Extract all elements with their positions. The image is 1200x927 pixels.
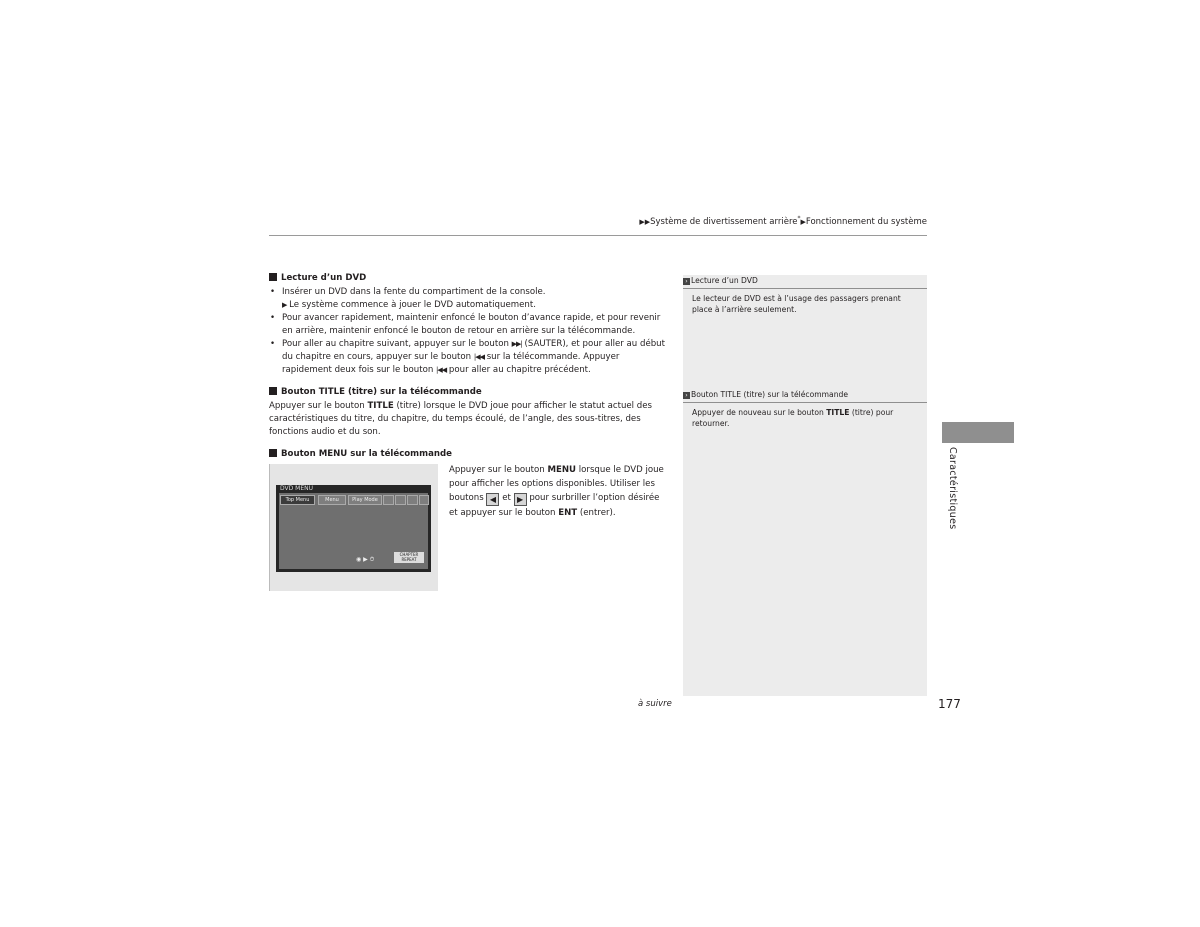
list-item: • Pour aller au chapitre suivant, appuyer sur le bouton ▶▶| (SAUTER), et pour aller au début du chapitre en cours, appuyer sur le bouton |◀◀ sur la télécommande. Appuyer rapidement deux fois sur le bouton |◀◀ pour aller au chapitre précédent. xyxy=(270,339,665,375)
list-item: • Pour avancer rapidement, maintenir enfoncé le bouton d’avance rapide, et pour revenir en arrière, maintenir enfoncé le bouton de retour en arrière sur la télécommande. xyxy=(270,313,661,336)
chapter-tab-label: Caractéristiques xyxy=(947,447,958,530)
main-column xyxy=(269,272,669,462)
continued-note: à suivre xyxy=(638,699,672,709)
list-subitem: ▶ Le système commence à jouer le DVD automatiquement. xyxy=(282,300,536,310)
section-title: Lecture d’un DVD xyxy=(269,272,669,285)
tab-menu: Menu xyxy=(318,495,346,505)
dvd-menu-screenshot xyxy=(269,464,438,591)
control-icon xyxy=(419,495,429,505)
left-arrow-icon: ◀ xyxy=(486,493,499,506)
right-arrow-icon: ▶ xyxy=(514,493,527,506)
note: › Lecture d’un DVD Le lecteur de DVD est à l’usage des passagers prenant place à l’arrière seulement. xyxy=(683,275,927,315)
skip-back-icon: |◀◀ xyxy=(473,353,484,361)
page-number: 177 xyxy=(938,697,961,711)
skip-forward-icon: ▶▶| xyxy=(511,340,522,348)
section-title: Bouton MENU sur la télécommande xyxy=(269,448,669,461)
control-icon xyxy=(395,495,406,505)
tab-play-mode: Play Mode xyxy=(348,495,382,505)
sidebar-notes xyxy=(683,275,927,696)
tab-top-menu: Top Menu xyxy=(280,495,315,505)
screen-title: DVD MENU xyxy=(280,485,313,492)
note-icon: › xyxy=(683,392,690,399)
note: › Bouton TITLE (titre) sur la télécommande Appuyer de nouveau sur le bouton TITLE (titre) pour retourner. xyxy=(683,389,927,429)
paragraph: Appuyer sur le bouton TITLE (titre) lorsque le DVD joue pour afficher le statut actuel des caractéristiques du titre, du chapitre, du temps écoulé, de l’angle, des sous-titres, des fonctions audio et du son. xyxy=(269,401,653,437)
control-icon xyxy=(407,495,418,505)
list-item: • Insérer un DVD dans la fente du compartiment de la console. xyxy=(270,287,546,297)
arrow-icon: ▶ xyxy=(800,217,806,226)
menu-paragraph: Appuyer sur le bouton MENU lorsque le DVD joue pour afficher les options disponibles. Utiliser les boutons ◀ et ▶ pour surbriller l’option désirée et appuyer sur le bouton ENT (entrer). xyxy=(449,465,664,518)
arrow-icon: ▶ xyxy=(282,301,287,309)
section-title: Bouton TITLE (titre) sur la télécommande xyxy=(269,386,669,399)
breadcrumb: ▶▶Système de divertissement arrière*▶Fonctionnement du système xyxy=(639,215,927,227)
note-icon: › xyxy=(683,278,690,285)
play-icon: ◉ ▶ ⏱ xyxy=(356,556,375,563)
control-icon xyxy=(383,495,394,505)
header-rule xyxy=(269,235,927,236)
chapter-repeat-badge: CHAPTER REPEAT xyxy=(394,552,424,563)
chapter-tab xyxy=(942,422,1014,443)
arrow-icon: ▶▶ xyxy=(639,217,651,226)
skip-back-icon: |◀◀ xyxy=(436,366,447,374)
